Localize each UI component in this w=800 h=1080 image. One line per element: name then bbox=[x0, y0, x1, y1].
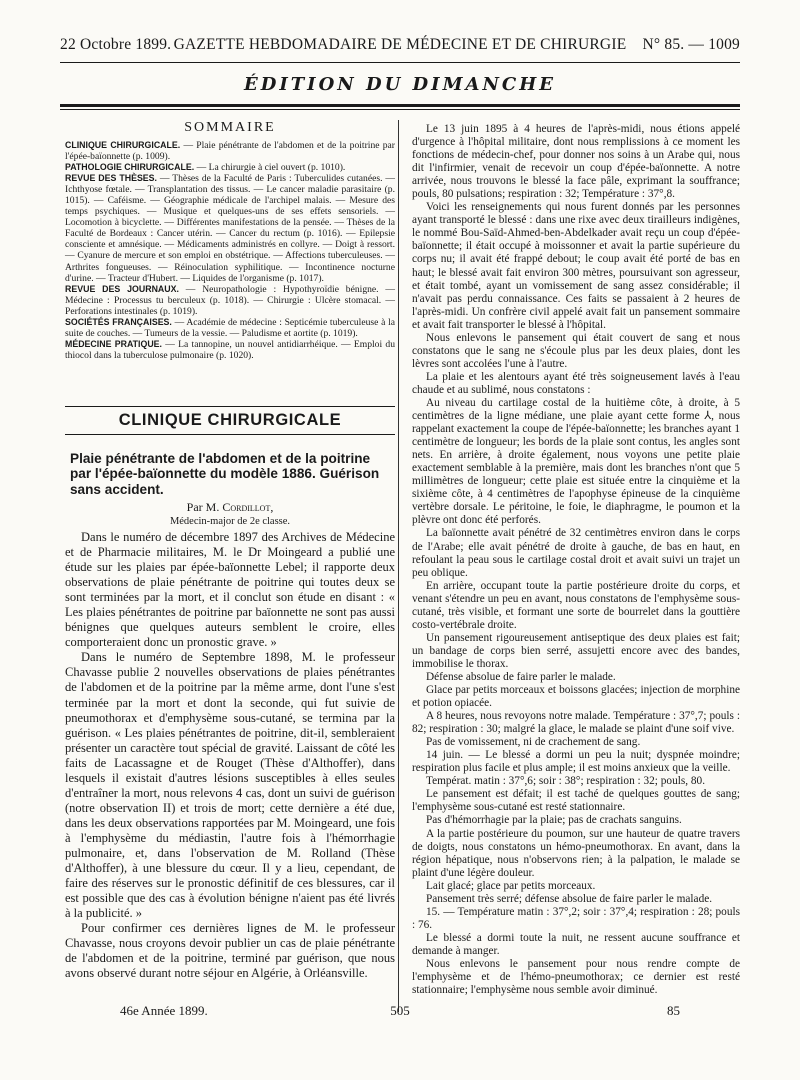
banner-rule-thick bbox=[60, 104, 740, 107]
paragraph: Le blessé a dormi toute la nuit, ne ressent aucune souffrance et demande à manger. bbox=[412, 931, 740, 957]
paragraph: Nous enlevons le pansement qui était couvert de sang et nous constatons que le sang ne s'écoule plus par les deux plaies, dont les lèvres sont accolées l'une à l'autre. bbox=[412, 331, 740, 370]
section-rule-top bbox=[65, 406, 395, 407]
paragraph: Pour confirmer ces dernières lignes de M. le professeur Chavasse, nous croyons devoir publier un cas de plaie pénétrante de l'abdomen et de la poitrine, terminé par guérison, que nous avons observé durant notre séjour en Algérie, à Orléansville. bbox=[65, 921, 395, 981]
running-header bbox=[60, 36, 740, 58]
page-footer bbox=[60, 1003, 740, 1023]
paragraph: 14 juin. — Le blessé a dormi un peu la nuit; dyspnée moindre; respiration plus facile et plus ample; il est moins anxieux que la veille. bbox=[412, 749, 740, 775]
paragraph: Défense absolue de faire parler le malade. bbox=[426, 670, 616, 683]
header-rule bbox=[60, 62, 740, 63]
article-body-left bbox=[65, 530, 395, 981]
paragraph: Dans le numéro de Septembre 1898, M. le professeur Chavasse publie 2 nouvelles observations de plaies pénétrantes de l'abdomen et de la poitrine par la même arme, dont l'une s'est terminée par la mort et dont la seconde, qui fut suivie de pneumothorax et d'emphysème sous-cutané, se termina par la guérison. « Les plaies pénétrantes de poitrine, dit-il, sembleraient présenter un caractère tout spécial de gravité. Laissant de côté les faits de Lacassagne et de Rouget (Thèse d'Althoffer), dans lesquels il existait d'autres lésions susceptibles à elles seules d'entraîner la mort, nous relevons 4 cas, dont un suivi de guérison (notre observation II) et trois de mort; cette dernière a été due, dans les deux observations rapportées par M. Moingeard, une fois à l'emphysème du médiastin, l'autre fois à l'hémorrhagie pulmonaire, et, dans l'observation de M. Rolland (Thèse d'Althoffer), à une blessure du cœur. Il y a lieu, cependant, de faire des réserves sur le pronostic définitif de ces blessures, car il est possible que des cas à évolution bénigne n'aient pas été livrés à la publicité. » bbox=[65, 650, 395, 921]
volume-year: 46e Année 1899. bbox=[120, 1003, 208, 1018]
paragraph: Pas de vomissement, ni de crachement de sang. bbox=[426, 736, 641, 749]
paragraph: Voici les renseignements qui nous furent donnés par les personnes ayant transporté le blessé : dans une rixe avec deux tirailleurs indigènes, le nommé Bou-Saïd-Ahmed-ben-Abdelkader avait reçu un coup d'épée-baïonnette; il était occupé à moissonner et avait la partie supérieure du corps nu; il avait été frappé debout; le coup avait été porté de bas en haut; le blessé avait fait environ 300 mètres, poursuivant son agresseur, et était tombé, ayant un vomissement de sang assez considérable; il n'avait pas perdu connaissance. Ces faits se passaient à 2 heures de l'après-midi. Un confrère civil appelé avait fait un pansement sommaire et avait fait transporter le blessé à l'hôpital. bbox=[412, 201, 740, 331]
paragraph: A 8 heures, nous revoyons notre malade. Température : 37°,7; pouls : 82; respiration : 30; malgré la glace, le malade se plaint d'une soif vive. bbox=[412, 710, 740, 736]
sommaire-item: SOCIÉTÉS FRANÇAISES. — Académie de médecine : Septicémie tuberculeuse à la suite de couches. — Tumeurs de la vessie. — Paludisme et aortite (p. 1019). bbox=[65, 316, 395, 339]
page-number-issue: 85 bbox=[667, 1003, 680, 1018]
column-divider bbox=[398, 120, 399, 1012]
section-title: CLINIQUE CHIRURGICALE bbox=[118, 411, 342, 429]
paragraph: En arrière, occupant toute la partie postérieure droite du corps, et venant s'étendre un peu en avant, nous constatons de l'emphysème sous-cutané, très visible, et formant une sorte de bourrelet dans la gouttière costo-vertébrale droite. bbox=[412, 579, 740, 631]
paragraph: Nous enlevons le pansement pour nous rendre compte de l'emphysème et de l'hémo-pneumothorax; ce dernier est resté stationnaire; l'emphysème nous semble avoir diminué. bbox=[412, 958, 740, 997]
sommaire-title: SOMMAIRE bbox=[184, 120, 276, 135]
article-body-right bbox=[412, 123, 740, 997]
sommaire-list bbox=[65, 140, 395, 361]
issue-number: N° 85. — 1009 bbox=[642, 36, 740, 53]
sommaire-item: CLINIQUE CHIRURGICALE. — Plaie pénétrante de l'abdomen et de la poitrine par l'épée-baïonnette (p. 1009). bbox=[65, 140, 395, 163]
article-author: Par M. Cordillot, bbox=[186, 500, 274, 514]
paragraph: Un pansement rigoureusement antiseptique des deux plaies est fait; un bandage de corps bien serré, assujetti encore avec des bandes, immobilise le thorax. bbox=[412, 631, 740, 670]
sommaire-item: REVUE DES JOURNAUX. — Neuropathologie : Hypothyroïdie bénigne. — Médecine : Processus tu berculeux (p. 1018). — Chirurgie : Ulcère stomacal. — Perforations intestinales (p. 1019). bbox=[65, 283, 395, 317]
paragraph: La baïonnette avait pénétré de 32 centimètres environ dans le corps de l'Arabe; elle avait pénétré de droite à gauche, de bas en haut, en refoulant la peau sous le cartilage costal droit et avait suivi un trajet un peu oblique. bbox=[412, 527, 740, 579]
paragraph: Pansement très serré; défense absolue de faire parler le malade. bbox=[426, 892, 713, 905]
paragraph: Glace par petits morceaux et boissons glacées; injection de morphine et potion opiacée. bbox=[412, 684, 740, 710]
sommaire-item: MÉDECINE PRATIQUE. — La tannopine, un nouvel antidiarrhéique. — Emploi du thiocol dans la tuberculose pulmonaire (p. 1020). bbox=[65, 338, 395, 361]
paragraph: Dans le numéro de décembre 1897 des Archives de Médecine et de Pharmacie militaires, M. le Dr Moingeard a publié une étude sur les plaies par épée-baïonnette Lebel; il rapporte deux observations de plaie pénétrante de poitrine qui toutes deux se sont terminées par la mort, et il conclut son étude en disant : « Les plaies pénétrantes de poitrine par baïonnette ne sont pas aussi bénignes que quelques auteurs semblent le croire, elles comporteraient donc un pronostic grave. » bbox=[65, 530, 395, 650]
paragraph: Au niveau du cartilage costal de la huitième côte, à droite, à 5 centimètres de la ligne médiane, une plaie ayant cette forme ⅄, nous rappelant exactement la coupe de l'épée-baïonnette; les branches ayant 1 centimètre de longueur; les bords de la plaie sont contus, les angles sont nets. En arrière, à droite également, nous voyons une petite plaie exactement semblable à la première, mais dont les branches n'ont que 5 millimètres de longueur; cette plaie est située entre la cinquième et la sixième côte, à 4 centimètres de l'apophyse épineuse de la cinquième vertèbre dorsale. Le péritoine, le foie, le diaphragme, le poumon et la plèvre ont donc été perforés. bbox=[412, 396, 740, 527]
paragraph: Pas d'hémorrhagie par la plaie; pas de crachats sanguins. bbox=[426, 814, 682, 827]
sommaire-item: REVUE DES THÈSES. — Thèses de la Faculté de Paris : Tuberculides cutanées. — Ichthyose fœtale. — Transplantation des tissus. — Le cancer maladie parasitaire (p. 1015). — Caféisme. — Géographie médicale de l'archipel malais. — Mesure des temps psychiques. — Musique et quelques-uns de ses effets sensoriels. — Locomotion à bicyclette. — Différentes manifestations de la pensée. — Thèses de la Faculté de Bordeaux : Cancer utérin. — Cancer du rectum (p. 1016). — Epilepsie consciente et amnésique. — Médicaments administrés en collyre. — Doigt à ressort. — Cyanure de mercure et son emploi en obstétrique. — Affections tuberculeuses. — Arthrites fongueuses. — Réinoculation syphilitique. — Incontinence nocturne d'urine. — Tracteur d'Hubert. — Liquides de l'organisme (p. 1017). bbox=[65, 173, 395, 284]
paragraph: Le pansement est défait; il est taché de quelques gouttes de sang; l'emphysème sous-cutané est resté stationnaire. bbox=[412, 788, 740, 814]
paragraph: La plaie et les alentours ayant été très soigneusement lavés à l'eau chaude et au sublimé, nous constatons : bbox=[412, 370, 740, 396]
section-rule-bottom bbox=[65, 434, 395, 435]
edition-banner: ÉDITION DU DIMANCHE bbox=[244, 74, 556, 95]
paragraph: 15. — Température matin : 37°,2; soir : 37°,4; respiration : 28; pouls : 76. bbox=[412, 905, 740, 931]
paragraph: A la partie postérieure du poumon, sur une hauteur de quatre travers de doigts, nous constatons un hémo-pneumothorax. En avant, dans la région hépatique, nous n'observons rien; à la palpation, le malade se plaint d'une légère douleur. bbox=[412, 827, 740, 879]
paragraph: Températ. matin : 37°,6; soir : 38°; respiration : 32; pouls, 80. bbox=[426, 775, 706, 788]
author-role: Médecin-major de 2e classe. bbox=[169, 516, 291, 527]
journal-title: GAZETTE HEBDOMADAIRE DE MÉDECINE ET DE CHIRURGIE bbox=[173, 36, 627, 53]
section-heading-box bbox=[65, 406, 395, 435]
sommaire-item: PATHOLOGIE CHIRURGICALE. — La chirurgie à ciel ouvert (p. 1010). bbox=[65, 162, 346, 174]
page-number-total: 505 bbox=[390, 1003, 410, 1018]
banner-rule-thin bbox=[60, 109, 740, 110]
issue-date: 22 Octobre 1899. bbox=[60, 36, 172, 53]
article-title: Plaie pénétrante de l'abdomen et de la poitrine par l'épée-baïonnette du modèle 1886. Guérison sans accident. bbox=[70, 451, 380, 497]
paragraph: Lait glacé; glace par petits morceaux. bbox=[426, 879, 596, 892]
paragraph: Le 13 juin 1895 à 4 heures de l'après-midi, nous étions appelé d'urgence à l'hôpital militaire, dont nous remplissions à ce moment les fonctions de médecin-chef, pour donner nos soins à un Arabe qui, nous dit l'infirmier, venait de recevoir un coup d'épée-baïonnette. A notre arrivée, nous trouvons le blessé la face pâle, exprimant la souffrance; pouls, 80 pulsations; respiration : 32; Température : 37°,8. bbox=[412, 123, 740, 201]
